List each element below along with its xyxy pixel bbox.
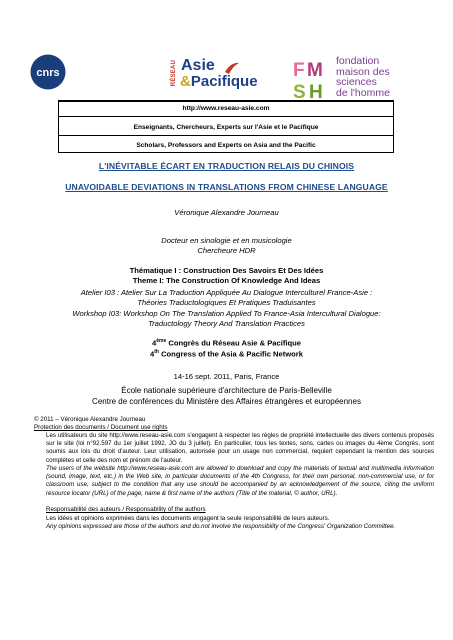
box-line-fr: Enseignants, Chercheurs, Experts sur l'Asie et le Pacifique [133,124,319,131]
theme-en: Theme I: The Construction Of Knowledge And Ideas [132,276,321,285]
box-divider [59,135,393,136]
svg-text:H: H [309,82,323,102]
title-fr: L'INÉVITABLE ÉCART EN TRADUCTION RELAIS DU CHINOIS [98,161,355,171]
box-divider [59,116,393,117]
fmsh-line: sciences [336,76,377,88]
atelier-line: Atelier I03 : Atelier Sur La Traduction Appliquée Au Dialogue Interculturel France-Asie : [80,288,373,297]
fmsh-mark-icon [292,56,334,102]
reseau-asie-line1: Asie [181,57,215,74]
responsibility-en: Any opinions expressed are those of the authors and do.not involve the responsibility of the Congress' Organization Committee. [46,523,396,530]
reseau-asie-logo [171,57,258,98]
atelier-line: Théories Traductologiques Et Pratiques Traduisantes [137,298,316,307]
workshop-line: Workshop I03: Workshop On The Translation Applied To France-Asia Intercultural Dialogue: [72,309,381,318]
reseau-asie-amp: & [180,73,191,90]
site-url[interactable]: http://www.reseau-asie.com [182,105,270,112]
fmsh-text [336,56,390,98]
author-name: Véronique Alexandre Journeau [174,208,279,217]
responsibility-heading: Responsabilité des auteurs / Responsability of the authors [46,506,206,513]
copyright-line: © 2011 – Véronique Alexandre Journeau [34,416,146,423]
venue-centre: Centre de conférences du Ministère des Affaires étrangères et européennes [92,397,361,406]
reseau-asie-line2: Pacifique [190,73,258,90]
cnrs-logo [30,54,66,90]
rights-paragraph-en: The users of the website http://www.reseau-asie.com are allowed to download and copy the materials of textual and multimedia information (sound, image, text, etc.) in the Web site, in particular documents of the 4th Congress, for their own personal, non-commercial use, or for classroom use, subject to the condition that any use should be accompanied by an acknowledgement of the source, citing the uniform resource locator (URL) of the page, name & first name of the authors (Title of the material, © author, URL). [46,465,434,497]
workshop-line: Traductology Theory And Translation Practices [148,319,305,328]
fmsh-line: fondation [336,55,380,67]
event-dates: 14-16 sept. 2011, Paris, France [173,372,280,381]
cnrs-logo-text: cnrs [36,67,60,79]
svg-text:F: F [293,60,305,81]
swoosh-icon [223,60,241,76]
reseau-asie-vertical-text: RÉSEAU [171,60,177,87]
header-box [58,100,394,153]
fmsh-line: maison des [336,65,390,78]
author-position: Chercheure HDR [197,246,256,255]
box-line-en: Scholars, Professors and Experts on Asia and the Pacific [136,142,316,149]
fmsh-logo [292,56,432,106]
svg-text:M: M [307,60,323,81]
congres-fr: 4ème Congrès du Réseau Asie & Pacifique [151,338,301,348]
title-en: UNAVOIDABLE DEVIATIONS IN TRANSLATIONS FROM CHINESE LANGUAGE [65,182,388,192]
svg-text:S: S [293,82,306,102]
rights-paragraph-fr: Les utilisateurs du site http://www.reseau-asie.com s'engagent à respecter les règles de propriété intellectuelle des divers contenus proposés sur le site (loi n°92.597 du 1er juillet 1992, JO du 3 juillet). En particulier, tous les textes, sons, cartes ou images du 4ème Congrès, sont soumis aux lois du droit d'auteur. Leur utilisation, autorisée pour un usage non commercial, requiert cependant la mention des sources complètes et celle des nom et prénom de l'auteur. [46,432,434,464]
theme-fr: Thématique I : Construction Des Savoirs Et Des Idées [129,266,324,275]
venue-ecole: École nationale supérieure d'architecture de Paris-Belleville [121,386,332,395]
protection-heading: Protection des documents / Document use rights [34,424,168,431]
fmsh-line: de l'homme [336,86,390,99]
congress-en: 4th Congress of the Asia & Pacific Network [149,349,303,359]
author-degree: Docteur en sinologie et en musicologie [161,236,292,245]
responsibility-fr: Les idées et opinions exprimées dans les documents engagent la seule responsabilité de leurs auteurs. [46,515,330,522]
